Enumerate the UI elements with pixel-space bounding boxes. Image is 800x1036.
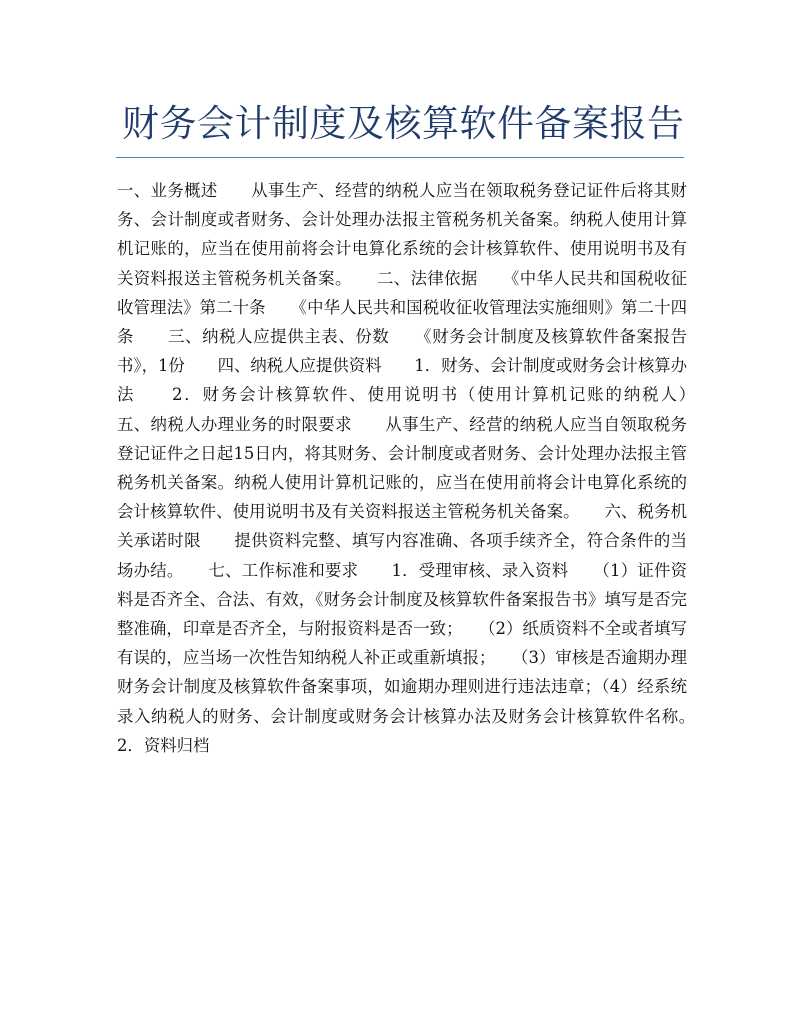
document-body: 一、业务概述 从事生产、经营的纳税人应当在领取税务登记证件后将其财务、会计制度或者财务、会计处理办法报主管税务机关备案。纳税人使用计算机记账的，应当在使用前将会计电算化系统的会计核算软件、使用说明书及有关资料报送主管税务机关备案。 二、法律依据 《中华人民共和国税收征收管理法》第二十条 《中华人民共和国税收征收管理法实施细则》第二十四条 三、纳税人应提供主表、份数 《财务会计制度及核算软件备案报告书》，1份 四、纳税人应提供资料 1．财务、会计制度或财务会计核算办法 2．财务会计核算软件、使用说明书（使用计算机记账的纳税人） 五、纳税人办理业务的时限要求 从事生产、经营的纳税人应当自领取税务登记证件之日起15日内，将其财务、会计制度或者财务、会计处理办法报主管税务机关备案。纳税人使用计算机记账的，应当在使用前将会计电算化系统的会计核算软件、使用说明书及有关资料报送主管税务机关备案。 六、税务机关承诺时限 提供资料完整、填写内容准确、各项手续齐全，符合条件的当场办结。 七、工作标准和要求 1．受理审核、录入资料 （1）证件资料是否齐全、合法、有效，《财务会计制度及核算软件备案报告书》填写是否完整准确，印章是否齐全，与附报资料是否一致； （2）纸质资料不全或者填写有误的，应当场一次性告知纳税人补正或重新填报； （3）审核是否逾期办理财务会计制度及核算软件备案事项，如逾期办理则进行违法违章；（4）经系统录入纳税人的财务、会计制度或财务会计核算办法及财务会计核算软件名称。 2．资料归档 bbox=[117, 181, 720, 755]
document-title: 财务会计制度及核算软件备案报告 bbox=[122, 102, 685, 145]
title-divider bbox=[116, 157, 684, 158]
